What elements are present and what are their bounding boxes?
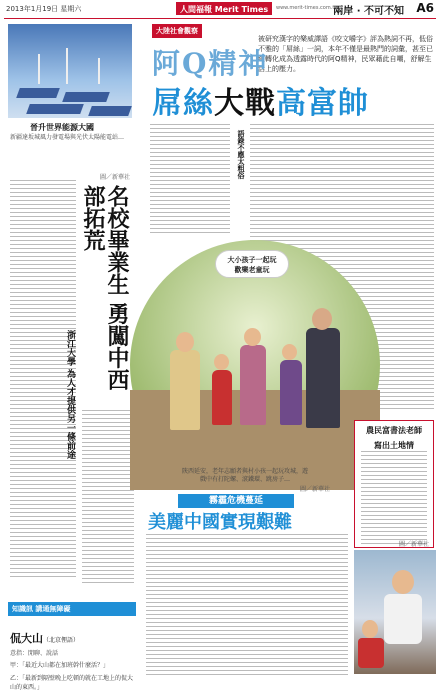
photo-caption-title: 晉升世界能源大國 (30, 123, 94, 132)
feature-side-label: 語錄不應太粗俗 (237, 130, 245, 179)
circle-photo-caption: 陝西延安，老年志願者與村小孩一起玩攻城，遊戲中有打陀螺、滾鐵環、跳房子… (181, 468, 308, 483)
bottom-story-banner: 霧霾危機蔓延 (178, 494, 294, 508)
solar-farm-photo (8, 24, 132, 118)
section-title: 兩岸 · 不可不知 (333, 6, 404, 17)
calligraphy-title-2: 寫出土地情 (374, 441, 414, 450)
site-url[interactable]: www.merit-times.com.tw (276, 5, 339, 11)
photo-caption-text: 新疆達坂城風力發電場與光伏太陽能電站… (10, 134, 125, 141)
calligraphy-photo (354, 550, 436, 674)
masthead (0, 0, 440, 18)
page-number: A6 (416, 1, 434, 15)
feature-section-tag: 大陸社會觀察 (152, 24, 202, 38)
feature-intro: 被研究漢字的樂威譯語《咬文嚼字》評為熱詞不再，低俗不雅的「屌絲」一詞，本年不僅是最熱門的詞彙，甚至已經轉化成為透露時代的阿Q精神，民眾藉此自嘲，舒解生活上的壓力。 (258, 35, 433, 73)
feature-headline-1: 阿Q精神 (152, 47, 269, 80)
bottom-story-text (146, 534, 348, 678)
glossary-link-bar[interactable]: 知識訊 講通無障礙 (8, 602, 136, 616)
left-lower-text (82, 410, 134, 586)
glossary-meaning: 意指：閒聊、說話 (10, 650, 59, 657)
newspaper-logo: 人間福報 Merit Times (176, 2, 272, 15)
bottom-story-headline: 美麗中國實現艱難 (148, 512, 292, 533)
calligraphy-story-box (354, 420, 434, 548)
issue-date: 2013年1月19日 星期六 (6, 5, 82, 13)
glossary-example-1: 甲：「最近大山都在加班幹什麼活？」 (10, 662, 110, 669)
glossary-title: 侃大山 (10, 632, 43, 645)
feature-headline-2: 屌絲大戰高富帥 (152, 86, 369, 121)
left-story-subhead: 浙江大學 為人才提供另一條前途 (65, 330, 75, 460)
left-story-headline: 名校畢業生 勇闖中西部拓荒 (80, 185, 129, 391)
header-rule (4, 18, 436, 19)
calligraphy-title-1: 農民富書法老師 (366, 426, 422, 435)
photo-credit: 圖／新華社 (100, 174, 131, 181)
glossary-title-note: （北京俚語） (43, 637, 80, 644)
calligraphy-credit: 圖／新華社 (399, 541, 430, 548)
feature-body-columns-left (150, 124, 230, 236)
photo-bubble: 大小孩子一起玩 歡樂老童玩 (215, 250, 289, 278)
glossary-box (10, 630, 136, 692)
glossary-example-2: 乙：「最新到隔壁晚上吃頓的就在工地上的侃大山的東西。」 (10, 675, 134, 691)
circle-photo-credit: 圖／新華社 (300, 486, 331, 493)
